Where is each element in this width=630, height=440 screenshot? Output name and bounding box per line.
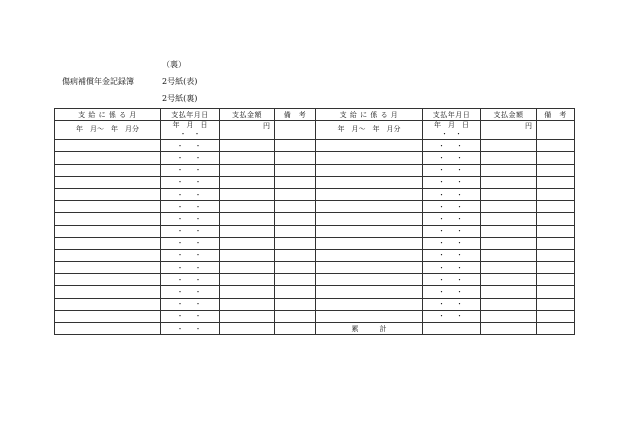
date-dots: ・ ・ xyxy=(176,141,204,150)
period-cell-left[interactable] xyxy=(55,201,161,213)
period-cell-left[interactable] xyxy=(55,286,161,298)
date-cell-right[interactable] xyxy=(423,164,481,176)
date-cell-left[interactable] xyxy=(161,225,220,237)
period-cell-left[interactable] xyxy=(55,121,161,140)
table-row xyxy=(55,188,575,200)
col-payment-amount-left: 支払金額 xyxy=(220,109,275,121)
amount-cell-left[interactable] xyxy=(220,188,275,200)
date-dots: ・ ・ xyxy=(176,251,204,260)
col-payment-month-left: 支 給 に 係 る 月 xyxy=(55,109,161,121)
remarks-cell-left[interactable] xyxy=(275,237,316,249)
period-cell-left[interactable] xyxy=(55,274,161,286)
date-cell-right[interactable] xyxy=(423,323,481,335)
date-cell-right[interactable] xyxy=(423,262,481,274)
period-cell-left[interactable] xyxy=(55,152,161,164)
table-row xyxy=(55,286,575,298)
table-row xyxy=(55,152,575,164)
remarks-cell-left[interactable] xyxy=(275,164,316,176)
date-dots: ・ ・ xyxy=(438,214,465,223)
amount-cell-left[interactable] xyxy=(220,237,275,249)
header-row xyxy=(55,109,575,121)
amount-cell-left[interactable] xyxy=(220,140,275,152)
table-row xyxy=(55,176,575,188)
date-cell-left[interactable] xyxy=(161,274,220,286)
yen-label: 円 xyxy=(525,122,532,131)
amount-cell-left[interactable] xyxy=(220,176,275,188)
period-cell-right[interactable] xyxy=(316,225,423,237)
period-cell-left[interactable] xyxy=(55,213,161,225)
amount-cell-left[interactable] xyxy=(220,323,275,335)
remarks-cell-right[interactable] xyxy=(537,262,575,274)
amount-cell-left[interactable] xyxy=(220,298,275,310)
table-row xyxy=(55,140,575,152)
date-cell-left[interactable] xyxy=(161,121,220,140)
remarks-cell-left[interactable] xyxy=(275,121,316,140)
table-row xyxy=(55,201,575,213)
remarks-cell-left[interactable] xyxy=(275,298,316,310)
remarks-cell-left[interactable] xyxy=(275,310,316,322)
date-cell-right[interactable] xyxy=(423,298,481,310)
period-cell-left[interactable] xyxy=(55,164,161,176)
date-cell-right[interactable] xyxy=(423,213,481,225)
remarks-cell-left[interactable] xyxy=(275,274,316,286)
date-dots: ・ ・ xyxy=(176,263,204,272)
date-cell-right[interactable] xyxy=(423,274,481,286)
amount-cell-right[interactable] xyxy=(481,121,537,140)
remarks-cell-right[interactable] xyxy=(537,152,575,164)
table-row xyxy=(55,164,575,176)
remarks-cell-right[interactable] xyxy=(537,201,575,213)
amount-cell-right[interactable] xyxy=(481,262,537,274)
date-dots: ・ ・ xyxy=(176,300,204,309)
back-side-label: （裏） xyxy=(162,60,186,69)
period-label: 年 月～ 年 月分 xyxy=(76,125,139,134)
amount-cell-right[interactable] xyxy=(481,249,537,261)
remarks-cell-right[interactable] xyxy=(537,188,575,200)
amount-cell-left[interactable] xyxy=(220,152,275,164)
period-cell-right[interactable] xyxy=(316,274,423,286)
form-number-back: 2号紙(裏) xyxy=(162,94,198,103)
period-cell-left[interactable] xyxy=(55,323,161,335)
date-units-label: 年 月 日 xyxy=(434,121,469,130)
date-cell-right[interactable] xyxy=(423,286,481,298)
date-dots: ・ ・ xyxy=(176,239,204,248)
period-cell-right[interactable] xyxy=(316,298,423,310)
period-label: 年 月～ 年 月分 xyxy=(337,125,401,134)
date-dots: ・ ・ xyxy=(438,178,465,187)
remarks-cell-right[interactable] xyxy=(537,274,575,286)
date-units-label: 年 月 日 xyxy=(172,121,208,130)
date-cell-right[interactable] xyxy=(423,201,481,213)
remarks-cell-left[interactable] xyxy=(275,225,316,237)
date-dots: ・ ・ xyxy=(176,153,204,162)
amount-cell-left[interactable] xyxy=(220,121,275,140)
remarks-cell-left[interactable] xyxy=(275,176,316,188)
date-dots: ・ ・ xyxy=(176,275,204,284)
period-cell-right[interactable] xyxy=(316,213,423,225)
date-dots: ・ ・ xyxy=(438,153,465,162)
remarks-cell-left[interactable] xyxy=(275,140,316,152)
col-payment-month-right: 支 給 に 係 る 月 xyxy=(316,109,423,121)
amount-cell-right[interactable] xyxy=(481,176,537,188)
date-dots: ・ ・ xyxy=(438,141,465,150)
remarks-cell-left[interactable] xyxy=(275,213,316,225)
amount-cell-right[interactable] xyxy=(481,274,537,286)
amount-cell-right[interactable] xyxy=(481,225,537,237)
table-row xyxy=(55,213,575,225)
amount-cell-right[interactable] xyxy=(481,298,537,310)
date-cell-right[interactable] xyxy=(423,237,481,249)
date-cell-left[interactable] xyxy=(161,176,220,188)
total-row xyxy=(55,323,575,335)
date-cell-right[interactable] xyxy=(423,249,481,261)
date-cell-left[interactable] xyxy=(161,310,220,322)
col-payment-amount-right: 支払金額 xyxy=(481,109,537,121)
unit-row xyxy=(55,121,575,140)
date-cell-left[interactable] xyxy=(161,140,220,152)
remarks-cell-right[interactable] xyxy=(537,225,575,237)
date-dots: ・ ・ xyxy=(176,227,204,236)
date-cell-left[interactable] xyxy=(161,249,220,261)
date-cell-left[interactable] xyxy=(161,286,220,298)
period-cell-right[interactable] xyxy=(316,323,423,335)
date-dots: ・ ・ xyxy=(179,130,201,139)
period-cell-left[interactable] xyxy=(55,298,161,310)
amount-cell-right[interactable] xyxy=(481,286,537,298)
date-cell-left[interactable] xyxy=(161,323,220,335)
date-dots: ・ ・ xyxy=(438,227,465,236)
date-dots: ・ ・ xyxy=(438,300,465,309)
period-cell-left[interactable] xyxy=(55,237,161,249)
amount-cell-right[interactable] xyxy=(481,213,537,225)
amount-cell-right[interactable] xyxy=(481,140,537,152)
amount-cell-left[interactable] xyxy=(220,201,275,213)
period-cell-right[interactable] xyxy=(316,121,423,140)
date-cell-left[interactable] xyxy=(161,152,220,164)
cumulative-total-label: 累 計 xyxy=(351,324,387,333)
date-cell-right[interactable] xyxy=(423,152,481,164)
table-row xyxy=(55,249,575,261)
remarks-cell-left[interactable] xyxy=(275,262,316,274)
date-dots: ・ ・ xyxy=(176,214,204,223)
date-dots: ・ ・ xyxy=(438,263,465,272)
col-payment-date-right: 支払年月日 xyxy=(423,109,481,121)
remarks-cell-left[interactable] xyxy=(275,201,316,213)
amount-cell-right[interactable] xyxy=(481,310,537,322)
period-cell-left[interactable] xyxy=(55,262,161,274)
amount-cell-left[interactable] xyxy=(220,310,275,322)
date-dots: ・ ・ xyxy=(176,166,204,175)
payment-ledger-table xyxy=(54,108,575,335)
table-row xyxy=(55,262,575,274)
period-cell-left[interactable] xyxy=(55,225,161,237)
table-row xyxy=(55,298,575,310)
remarks-cell-right[interactable] xyxy=(537,310,575,322)
col-remarks-left: 備 考 xyxy=(275,109,316,121)
yen-label: 円 xyxy=(263,122,270,131)
amount-cell-right[interactable] xyxy=(481,323,537,335)
date-dots: ・ ・ xyxy=(438,239,465,248)
date-cell-left[interactable] xyxy=(161,188,220,200)
date-dots: ・ ・ xyxy=(438,166,465,175)
remarks-cell-left[interactable] xyxy=(275,249,316,261)
period-cell-right[interactable] xyxy=(316,310,423,322)
remarks-cell-right[interactable] xyxy=(537,249,575,261)
remarks-cell-left[interactable] xyxy=(275,286,316,298)
period-cell-right[interactable] xyxy=(316,201,423,213)
remarks-cell-left[interactable] xyxy=(275,323,316,335)
amount-cell-right[interactable] xyxy=(481,201,537,213)
table-row xyxy=(55,237,575,249)
table-row xyxy=(55,225,575,237)
date-dots: ・ ・ xyxy=(438,312,465,321)
date-cell-right[interactable] xyxy=(423,188,481,200)
date-cell-right[interactable] xyxy=(423,140,481,152)
date-cell-left[interactable] xyxy=(161,213,220,225)
amount-cell-left[interactable] xyxy=(220,213,275,225)
period-cell-left[interactable] xyxy=(55,140,161,152)
period-cell-right[interactable] xyxy=(316,262,423,274)
date-cell-left[interactable] xyxy=(161,201,220,213)
date-dots: ・ ・ xyxy=(176,324,204,333)
amount-cell-right[interactable] xyxy=(481,152,537,164)
date-cell-left[interactable] xyxy=(161,164,220,176)
table-row xyxy=(55,274,575,286)
date-cell-left[interactable] xyxy=(161,237,220,249)
remarks-cell-right[interactable] xyxy=(537,176,575,188)
date-cell-right[interactable] xyxy=(423,225,481,237)
ledger-title: 傷病補償年金記録簿 xyxy=(62,77,134,86)
remarks-cell-left[interactable] xyxy=(275,152,316,164)
date-dots: ・ ・ xyxy=(176,288,204,297)
remarks-cell-right[interactable] xyxy=(537,323,575,335)
remarks-cell-right[interactable] xyxy=(537,286,575,298)
remarks-cell-right[interactable] xyxy=(537,164,575,176)
date-dots: ・ ・ xyxy=(438,202,465,211)
period-cell-right[interactable] xyxy=(316,249,423,261)
period-cell-right[interactable] xyxy=(316,176,423,188)
period-cell-right[interactable] xyxy=(316,152,423,164)
amount-cell-left[interactable] xyxy=(220,286,275,298)
date-cell-right[interactable] xyxy=(423,310,481,322)
date-cell-right[interactable] xyxy=(423,121,481,140)
date-dots: ・ ・ xyxy=(441,130,462,139)
period-cell-right[interactable] xyxy=(316,164,423,176)
remarks-cell-right[interactable] xyxy=(537,121,575,140)
period-cell-left[interactable] xyxy=(55,176,161,188)
date-dots: ・ ・ xyxy=(438,251,465,260)
date-cell-right[interactable] xyxy=(423,176,481,188)
amount-cell-right[interactable] xyxy=(481,164,537,176)
amount-cell-right[interactable] xyxy=(481,188,537,200)
period-cell-right[interactable] xyxy=(316,286,423,298)
date-dots: ・ ・ xyxy=(438,288,465,297)
amount-cell-left[interactable] xyxy=(220,249,275,261)
amount-cell-left[interactable] xyxy=(220,225,275,237)
table-row xyxy=(55,310,575,322)
remarks-cell-right[interactable] xyxy=(537,298,575,310)
col-remarks-right: 備 考 xyxy=(537,109,575,121)
date-cell-left[interactable] xyxy=(161,298,220,310)
date-cell-left[interactable] xyxy=(161,262,220,274)
amount-cell-left[interactable] xyxy=(220,274,275,286)
remarks-cell-right[interactable] xyxy=(537,140,575,152)
amount-cell-right[interactable] xyxy=(481,237,537,249)
amount-cell-left[interactable] xyxy=(220,164,275,176)
date-dots: ・ ・ xyxy=(438,190,465,199)
period-cell-left[interactable] xyxy=(55,249,161,261)
date-dots: ・ ・ xyxy=(176,202,204,211)
date-dots: ・ ・ xyxy=(438,275,465,284)
period-cell-right[interactable] xyxy=(316,140,423,152)
date-dots: ・ ・ xyxy=(176,190,204,199)
date-dots: ・ ・ xyxy=(176,312,204,321)
period-cell-right[interactable] xyxy=(316,237,423,249)
date-dots: ・ ・ xyxy=(176,178,204,187)
period-cell-left[interactable] xyxy=(55,310,161,322)
remarks-cell-left[interactable] xyxy=(275,188,316,200)
period-cell-left[interactable] xyxy=(55,188,161,200)
col-payment-date-left: 支払年月日 xyxy=(161,109,220,121)
form-number-front: 2号紙(表) xyxy=(162,77,198,86)
remarks-cell-right[interactable] xyxy=(537,213,575,225)
amount-cell-left[interactable] xyxy=(220,262,275,274)
remarks-cell-right[interactable] xyxy=(537,237,575,249)
period-cell-right[interactable] xyxy=(316,188,423,200)
